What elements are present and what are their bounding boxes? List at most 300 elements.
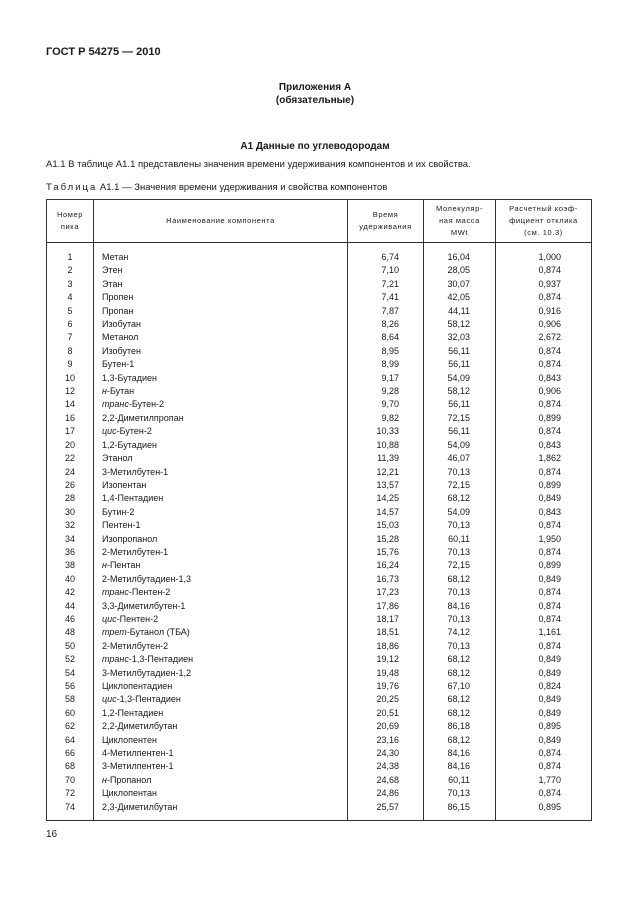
table-row — [47, 801, 592, 821]
retention-time-cell: 18,86 — [348, 640, 424, 653]
retention-time-cell: 18,17 — [348, 613, 424, 626]
retention-time-cell: 17,86 — [348, 600, 424, 613]
peak-number-cell: 42 — [47, 586, 94, 599]
retention-time-cell: 19,48 — [348, 667, 424, 680]
response-factor-cell: 0,899 — [496, 559, 592, 572]
response-factor-cell: 0,916 — [496, 305, 592, 318]
table-row — [47, 720, 592, 733]
component-name: Метан — [102, 252, 129, 262]
component-name: -Бутен-2 — [116, 426, 152, 437]
retention-time-cell: 18,51 — [348, 626, 424, 639]
component-name: 1,3-Бутадиен — [102, 372, 157, 383]
component-name: 2,3-Диметилбутан — [102, 801, 178, 812]
peak-number-cell: 70 — [47, 774, 94, 787]
molecular-mass-cell: 44,11 — [424, 305, 496, 318]
response-factor-cell: 0,849 — [496, 734, 592, 747]
retention-time-cell: 15,03 — [348, 519, 424, 532]
component-table — [46, 199, 592, 821]
component-name-cell — [94, 787, 348, 800]
component-name: -1,3-Пентадиен — [128, 654, 194, 665]
table-row — [47, 573, 592, 586]
peak-number-cell: 60 — [47, 707, 94, 720]
response-factor-cell: 0,874 — [496, 600, 592, 613]
component-name-cell — [94, 372, 348, 385]
component-name-cell — [94, 653, 348, 666]
table-row — [47, 787, 592, 800]
table-row — [47, 747, 592, 760]
peak-number-cell: 62 — [47, 720, 94, 733]
table-row — [47, 372, 592, 385]
molecular-mass-cell: 46,07 — [424, 452, 496, 465]
component-name: Пентен-1 — [102, 520, 141, 531]
molecular-mass-cell: 70,13 — [424, 466, 496, 479]
component-name-cell — [94, 533, 348, 546]
component-name: 2-Метилбутен-1 — [102, 546, 169, 557]
response-factor-cell: 0,849 — [496, 667, 592, 680]
peak-number-cell: 66 — [47, 747, 94, 760]
table-row — [47, 546, 592, 559]
component-name: Этан — [102, 278, 123, 289]
peak-number-cell: 36 — [47, 546, 94, 559]
retention-time-cell: 8,95 — [348, 345, 424, 358]
component-name-cell — [94, 734, 348, 747]
component-name-cell — [94, 720, 348, 733]
component-prefix: цис — [102, 613, 117, 624]
response-factor-cell: 0,899 — [496, 412, 592, 425]
header-retention-time: Время удерживания — [348, 200, 424, 243]
response-factor-cell: 0,874 — [496, 519, 592, 532]
peak-number-cell: 40 — [47, 573, 94, 586]
component-name-cell — [94, 693, 348, 706]
molecular-mass-cell: 54,09 — [424, 372, 496, 385]
retention-time-cell: 19,12 — [348, 653, 424, 666]
response-factor-cell: 0,874 — [496, 586, 592, 599]
peak-number-cell: 48 — [47, 626, 94, 639]
peak-number-cell: 34 — [47, 533, 94, 546]
retention-time-cell: 24,86 — [348, 787, 424, 800]
peak-number-cell: 28 — [47, 492, 94, 505]
component-name: Бутен-1 — [102, 359, 135, 370]
table-row — [47, 331, 592, 344]
table-row — [47, 519, 592, 532]
molecular-mass-cell: 72,15 — [424, 559, 496, 572]
response-factor-cell: 0,843 — [496, 439, 592, 452]
response-factor-cell: 0,874 — [496, 787, 592, 800]
component-name-cell — [94, 278, 348, 291]
component-name: -1,3-Пентадиен — [116, 694, 181, 705]
molecular-mass-cell: 86,18 — [424, 720, 496, 733]
retention-time-cell: 14,25 — [348, 492, 424, 505]
peak-number-cell: 38 — [47, 559, 94, 572]
component-name: 3-Метилбутадиен-1,2 — [102, 667, 191, 678]
molecular-mass-cell: 68,12 — [424, 707, 496, 720]
retention-time-cell: 13,57 — [348, 479, 424, 492]
component-name: 2-Метилбутадиен-1,3 — [102, 573, 191, 584]
component-name-cell — [94, 291, 348, 304]
response-factor-cell: 0,824 — [496, 680, 592, 693]
table-caption-text: А1.1 — Значения времени удерживания и свойства компонентов — [99, 182, 388, 193]
molecular-mass-cell: 30,07 — [424, 278, 496, 291]
table-row — [47, 345, 592, 358]
molecular-mass-cell: 68,12 — [424, 693, 496, 706]
table-row — [47, 305, 592, 318]
retention-time-cell: 8,64 — [348, 331, 424, 344]
molecular-mass-cell: 32,03 — [424, 331, 496, 344]
response-factor-cell: 0,849 — [496, 653, 592, 666]
component-prefix: транс — [102, 654, 129, 665]
component-name-cell — [94, 318, 348, 331]
molecular-mass-cell: 68,12 — [424, 653, 496, 666]
component-name: -Бутен-2 — [128, 399, 165, 410]
peak-number-cell: 64 — [47, 734, 94, 747]
peak-number-cell: 74 — [47, 801, 94, 821]
retention-time-cell: 7,41 — [348, 291, 424, 304]
component-name-cell — [94, 439, 348, 452]
peak-number-cell: 6 — [47, 318, 94, 331]
table-row — [47, 640, 592, 653]
molecular-mass-cell: 84,16 — [424, 747, 496, 760]
retention-time-cell: 12,21 — [348, 466, 424, 479]
molecular-mass-cell: 58,12 — [424, 318, 496, 331]
retention-time-cell: 7,21 — [348, 278, 424, 291]
component-name: Изобутен — [102, 345, 141, 356]
component-name: 4-Метилпентен-1 — [102, 748, 174, 759]
peak-number-cell: 9 — [47, 358, 94, 371]
molecular-mass-cell: 58,12 — [424, 385, 496, 398]
peak-number-cell: 44 — [47, 600, 94, 613]
component-name-cell — [94, 358, 348, 371]
response-factor-cell: 0,843 — [496, 506, 592, 519]
response-factor-cell: 0,874 — [496, 546, 592, 559]
component-name: Этен — [102, 265, 123, 276]
response-factor-cell: 0,906 — [496, 318, 592, 331]
response-factor-cell: 0,874 — [496, 358, 592, 371]
component-name-cell — [94, 801, 348, 821]
molecular-mass-cell: 56,11 — [424, 398, 496, 411]
component-name-cell — [94, 519, 348, 532]
retention-time-cell: 10,88 — [348, 439, 424, 452]
component-prefix: трет — [102, 627, 127, 638]
section-title: А1 Данные по углеводородам — [240, 141, 390, 152]
component-name-cell — [94, 747, 348, 760]
response-factor-cell: 0,874 — [496, 466, 592, 479]
peak-number-cell: 16 — [47, 412, 94, 425]
component-prefix: транс — [102, 399, 129, 410]
table-row — [47, 559, 592, 572]
component-name-cell — [94, 626, 348, 639]
table-row — [47, 586, 592, 599]
peak-number-cell: 22 — [47, 452, 94, 465]
molecular-mass-cell: 74,12 — [424, 626, 496, 639]
table-row — [47, 439, 592, 452]
retention-time-cell: 24,30 — [348, 747, 424, 760]
response-factor-cell: 0,874 — [496, 398, 592, 411]
retention-time-cell: 20,51 — [348, 707, 424, 720]
component-name-cell — [94, 479, 348, 492]
peak-number-cell: 56 — [47, 680, 94, 693]
response-factor-cell: 0,874 — [496, 264, 592, 277]
component-name: Пропен — [102, 292, 134, 303]
molecular-mass-cell: 54,09 — [424, 506, 496, 519]
molecular-mass-cell: 70,13 — [424, 546, 496, 559]
molecular-mass-cell: 28,05 — [424, 264, 496, 277]
response-factor-cell: 0,906 — [496, 385, 592, 398]
retention-time-cell: 7,87 — [348, 305, 424, 318]
peak-number-cell: 54 — [47, 667, 94, 680]
retention-time-cell: 16,73 — [348, 573, 424, 586]
component-name-cell — [94, 573, 348, 586]
component-name-cell — [94, 559, 348, 572]
molecular-mass-cell: 68,12 — [424, 492, 496, 505]
response-factor-cell: 0,849 — [496, 693, 592, 706]
response-factor-cell: 1,770 — [496, 774, 592, 787]
appendix-title: Приложения А — [278, 82, 352, 93]
peak-number-cell: 12 — [47, 385, 94, 398]
retention-time-cell: 17,23 — [348, 586, 424, 599]
component-name-cell — [94, 640, 348, 653]
molecular-mass-cell: 67,10 — [424, 680, 496, 693]
response-factor-cell: 0,874 — [496, 291, 592, 304]
molecular-mass-cell: 70,13 — [424, 613, 496, 626]
peak-number-cell: 8 — [47, 345, 94, 358]
response-factor-cell: 0,849 — [496, 492, 592, 505]
component-prefix: н — [102, 774, 107, 785]
component-name-cell — [94, 707, 348, 720]
peak-number-cell: 14 — [47, 398, 94, 411]
molecular-mass-cell: 84,16 — [424, 760, 496, 773]
peak-number-cell: 52 — [47, 653, 94, 666]
response-factor-cell: 2,672 — [496, 331, 592, 344]
response-factor-cell: 0,874 — [496, 613, 592, 626]
retention-time-cell: 8,99 — [348, 358, 424, 371]
molecular-mass-cell: 68,12 — [424, 667, 496, 680]
table-header-row — [47, 200, 592, 243]
retention-time-cell: 11,39 — [348, 452, 424, 465]
table-row — [47, 425, 592, 438]
molecular-mass-cell: 60,11 — [424, 774, 496, 787]
component-prefix: н — [102, 386, 107, 397]
peak-number-cell: 32 — [47, 519, 94, 532]
retention-time-cell: 7,10 — [348, 264, 424, 277]
table-row — [47, 412, 592, 425]
component-name: -Бутанол (ТБА) — [126, 627, 190, 638]
table-row — [47, 492, 592, 505]
component-name-cell — [94, 345, 348, 358]
table-row — [47, 533, 592, 546]
component-name: Изопропанол — [102, 533, 158, 544]
component-name: -Пропанол — [106, 774, 152, 785]
component-name: 3-Метилпентен-1 — [102, 761, 174, 772]
component-name: Циклопентен — [102, 734, 157, 745]
response-factor-cell: 0,937 — [496, 278, 592, 291]
peak-number-cell: 1 — [47, 251, 94, 264]
retention-time-cell: 6,74 — [348, 251, 424, 264]
component-name-cell — [94, 774, 348, 787]
response-factor-cell: 1,161 — [496, 626, 592, 639]
table-row — [47, 358, 592, 371]
table-row — [47, 774, 592, 787]
molecular-mass-cell: 42,05 — [424, 291, 496, 304]
molecular-mass-cell: 68,12 — [424, 573, 496, 586]
retention-time-cell: 23,16 — [348, 734, 424, 747]
component-name: -Пентан — [106, 560, 141, 571]
table-row — [47, 318, 592, 331]
page-number: 16 — [46, 829, 58, 840]
peak-number-cell: 7 — [47, 331, 94, 344]
component-name: Пропан — [102, 305, 134, 316]
response-factor-cell: 0,843 — [496, 372, 592, 385]
peak-number-cell: 2 — [47, 264, 94, 277]
table-caption-prefix: Таблица — [46, 182, 98, 193]
table-row — [47, 760, 592, 773]
retention-time-cell: 9,28 — [348, 385, 424, 398]
component-name-cell — [94, 466, 348, 479]
table-row — [47, 291, 592, 304]
molecular-mass-cell: 56,11 — [424, 425, 496, 438]
table-row — [47, 734, 592, 747]
table-row — [47, 707, 592, 720]
response-factor-cell: 0,874 — [496, 425, 592, 438]
response-factor-cell: 1,000 — [496, 251, 592, 264]
table-row — [47, 506, 592, 519]
component-name: 1,2-Пентадиен — [102, 707, 164, 718]
peak-number-cell: 68 — [47, 760, 94, 773]
retention-time-cell: 9,82 — [348, 412, 424, 425]
peak-number-cell: 50 — [47, 640, 94, 653]
table-row — [47, 626, 592, 639]
response-factor-cell: 0,874 — [496, 760, 592, 773]
component-prefix: цис — [102, 426, 117, 437]
response-factor-cell: 0,874 — [496, 747, 592, 760]
component-name-cell — [94, 506, 348, 519]
retention-time-cell: 14,57 — [348, 506, 424, 519]
component-name: Изопентан — [102, 479, 147, 490]
response-factor-cell: 0,874 — [496, 345, 592, 358]
component-name-cell — [94, 452, 348, 465]
peak-number-cell: 30 — [47, 506, 94, 519]
peak-number-cell: 26 — [47, 479, 94, 492]
retention-time-cell: 19,76 — [348, 680, 424, 693]
molecular-mass-cell: 72,15 — [424, 412, 496, 425]
peak-number-cell: 72 — [47, 787, 94, 800]
component-name: Циклопентадиен — [102, 681, 173, 691]
retention-time-cell: 25,57 — [348, 801, 424, 821]
component-name-cell — [94, 613, 348, 626]
component-name: Бутин-2 — [102, 506, 135, 517]
component-name: -Бутан — [106, 386, 135, 397]
response-factor-cell: 0,895 — [496, 801, 592, 821]
component-prefix: транс — [102, 587, 129, 598]
table-row — [47, 680, 592, 693]
header-peak-number: Номер пика — [47, 200, 94, 243]
component-name: 3,3-Диметилбутен-1 — [102, 600, 186, 611]
response-factor-cell: 0,874 — [496, 640, 592, 653]
component-name: Циклопентан — [102, 788, 157, 799]
component-prefix: н — [102, 560, 107, 571]
molecular-mass-cell: 70,13 — [424, 640, 496, 653]
molecular-mass-cell: 60,11 — [424, 533, 496, 546]
header-molecular-mass: Молекуляр- ная масса MWt — [424, 200, 496, 243]
table-row — [47, 600, 592, 613]
component-name-cell — [94, 600, 348, 613]
component-name: 2,2-Диметилпропан — [102, 412, 184, 423]
header-component-name: Наименование компонента — [94, 200, 348, 243]
component-name-cell — [94, 680, 348, 693]
component-name-cell — [94, 546, 348, 559]
component-name: 2,2-Диметилбутан — [102, 721, 178, 732]
component-name-cell — [94, 492, 348, 505]
component-name-cell — [94, 331, 348, 344]
retention-time-cell: 16,24 — [348, 559, 424, 572]
standard-designation: ГОСТ Р 54275 — 2010 — [46, 46, 161, 58]
retention-time-cell: 8,26 — [348, 318, 424, 331]
component-name-cell — [94, 425, 348, 438]
retention-time-cell: 20,69 — [348, 720, 424, 733]
component-name-cell — [94, 760, 348, 773]
component-name: Этанол — [102, 453, 133, 464]
component-name-cell — [94, 398, 348, 411]
component-name-cell — [94, 264, 348, 277]
peak-number-cell: 4 — [47, 291, 94, 304]
molecular-mass-cell: 86,15 — [424, 801, 496, 821]
table-row — [47, 693, 592, 706]
peak-number-cell: 5 — [47, 305, 94, 318]
component-name-cell — [94, 667, 348, 680]
appendix-subtitle: (обязательные) — [275, 95, 355, 106]
peak-number-cell: 3 — [47, 278, 94, 291]
table-row — [47, 479, 592, 492]
peak-number-cell: 58 — [47, 693, 94, 706]
component-name-cell — [94, 586, 348, 599]
table-caption — [46, 182, 387, 193]
molecular-mass-cell: 72,15 — [424, 479, 496, 492]
molecular-mass-cell: 70,13 — [424, 519, 496, 532]
component-name-cell — [94, 305, 348, 318]
molecular-mass-cell: 56,11 — [424, 358, 496, 371]
retention-time-cell: 15,76 — [348, 546, 424, 559]
peak-number-cell: 10 — [47, 372, 94, 385]
table-row — [47, 398, 592, 411]
component-name: 3-Метилбутен-1 — [102, 466, 169, 477]
table-row — [47, 466, 592, 479]
table-row — [47, 667, 592, 680]
retention-time-cell: 20,25 — [348, 693, 424, 706]
molecular-mass-cell: 84,16 — [424, 600, 496, 613]
table-row — [47, 452, 592, 465]
component-name-cell — [94, 385, 348, 398]
table-row — [47, 653, 592, 666]
component-name: 1,4-Пентадиен — [102, 493, 164, 504]
component-prefix: цис — [102, 694, 117, 705]
peak-number-cell: 46 — [47, 613, 94, 626]
response-factor-cell: 0,849 — [496, 573, 592, 586]
response-factor-cell: 0,895 — [496, 720, 592, 733]
component-name: Метанол — [102, 332, 139, 343]
response-factor-cell: 1,862 — [496, 452, 592, 465]
molecular-mass-cell: 70,13 — [424, 586, 496, 599]
component-name-cell — [94, 412, 348, 425]
table-row — [47, 264, 592, 277]
molecular-mass-cell: 54,09 — [424, 439, 496, 452]
header-response-factor: Расчетный коэф- фициент отклика (см. 10.3) — [496, 200, 592, 243]
table-row — [47, 385, 592, 398]
table-row — [47, 251, 592, 264]
molecular-mass-cell: 16,04 — [424, 251, 496, 264]
retention-time-cell: 9,17 — [348, 372, 424, 385]
table-row — [47, 278, 592, 291]
retention-time-cell: 24,38 — [348, 760, 424, 773]
response-factor-cell: 0,899 — [496, 479, 592, 492]
